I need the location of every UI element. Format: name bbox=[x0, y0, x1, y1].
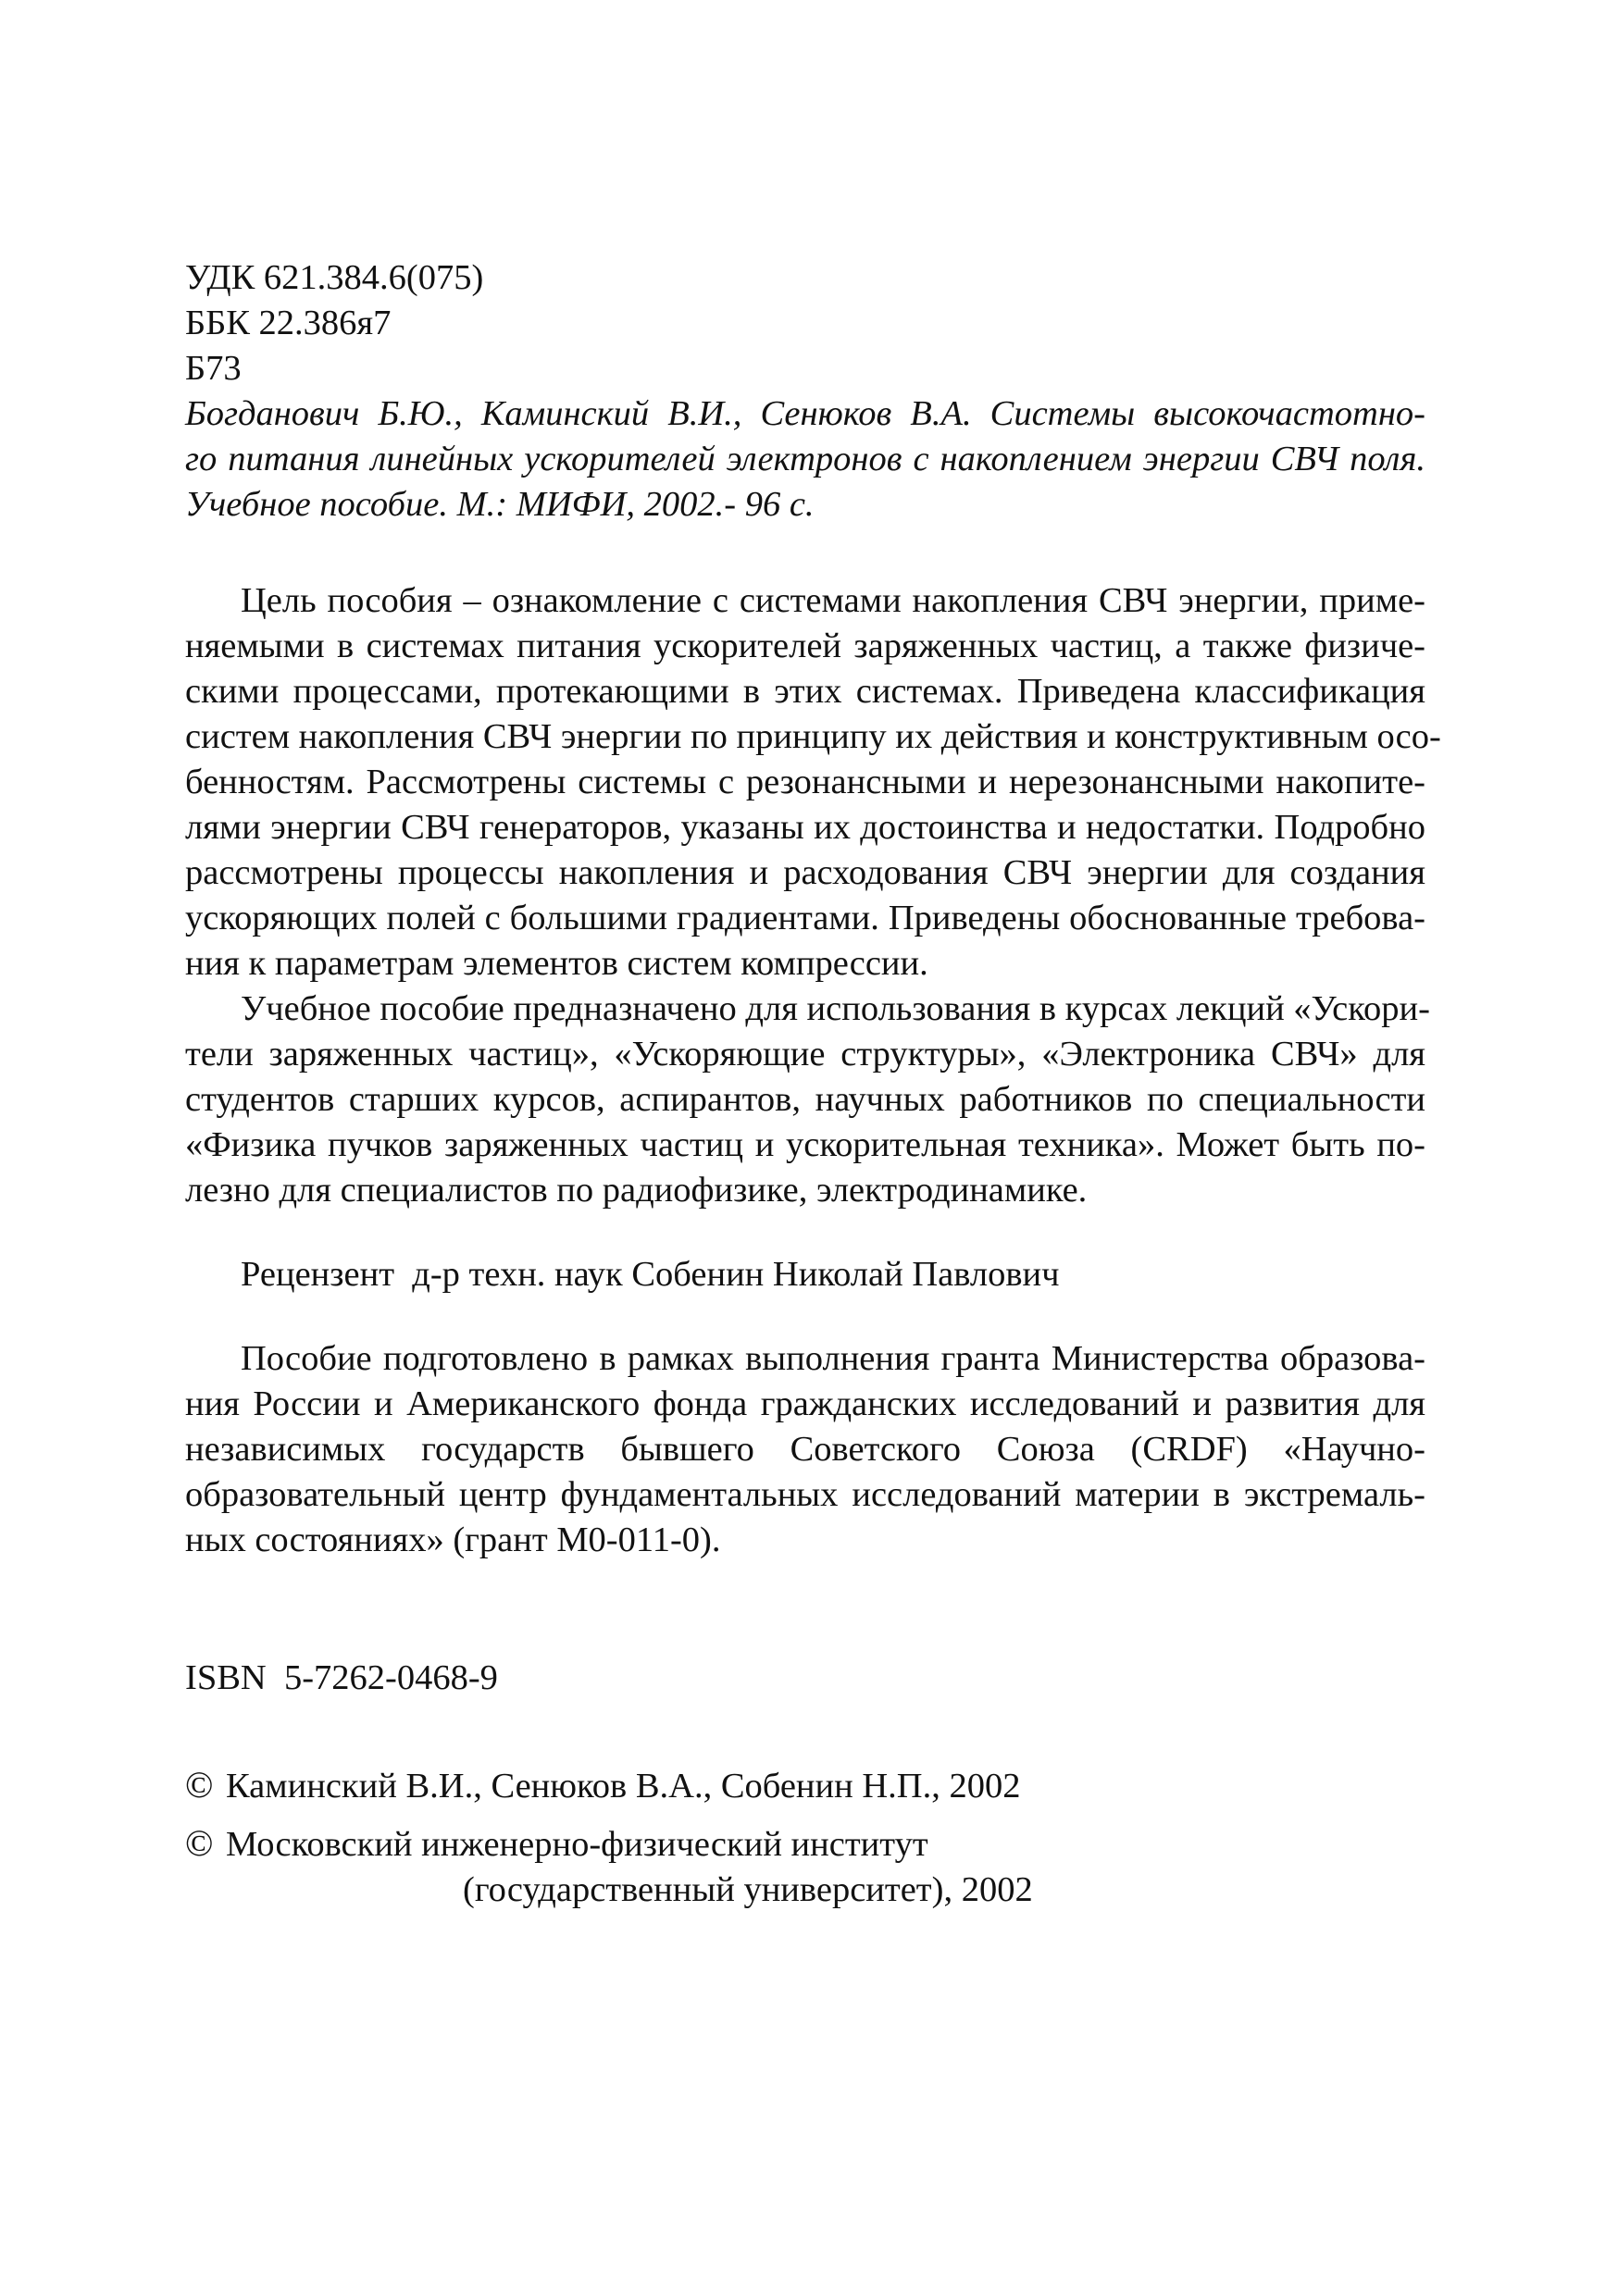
copyright-block bbox=[185, 1762, 1425, 1913]
abstract-line: няемыми в системах питания ускорителей заряженных частиц, а также физиче- bbox=[185, 627, 1425, 665]
abstract-line: студентов старших курсов, аспирантов, научных работников по специальности bbox=[185, 1080, 1425, 1119]
abstract-line: лезно для специалистов по радиофизике, электродинамике. bbox=[185, 1171, 1088, 1210]
copyright-institute-text: Московский инженерно-физический институт bbox=[226, 1825, 928, 1864]
grant-line: ния России и Американского фонда гражданских исследований и развития для bbox=[185, 1384, 1425, 1423]
grant-paragraph bbox=[185, 1336, 1425, 1563]
citation-line: го питания линейных ускорителей электронов с накоплением энергии СВЧ поля. bbox=[185, 440, 1425, 478]
copyright-institute bbox=[185, 1820, 1425, 1868]
author-mark: Б73 bbox=[185, 349, 242, 388]
classification-block bbox=[185, 255, 1425, 391]
citation-line: Учебное пособие. М.: МИФИ, 2002.- 96 с. bbox=[185, 485, 815, 524]
imprint-page bbox=[185, 255, 1441, 1913]
grant-line: образовательный центр фундаментальных исследований материи в экстремаль- bbox=[185, 1475, 1425, 1514]
abstract-line: ускоряющих полей с большими градиентами. Приведены обоснованные требова- bbox=[185, 899, 1425, 937]
bibliographic-citation bbox=[185, 391, 1425, 527]
isbn: ISBN 5-7262-0468-9 bbox=[185, 1658, 498, 1697]
abstract-paragraph-2 bbox=[185, 987, 1430, 1213]
udk-code: УДК 621.384.6(075) bbox=[185, 258, 484, 297]
abstract-paragraph-1 bbox=[185, 578, 1441, 987]
copyright-icon: © bbox=[185, 1822, 214, 1864]
abstract-line: ния к параметрам элементов систем компрессии. bbox=[185, 944, 928, 983]
abstract-line: Учебное пособие предназначено для использования в курсах лекций «Ускори- bbox=[241, 989, 1430, 1028]
citation-line: Богданович Б.Ю., Каминский В.И., Сенюков В.А. Системы высокочастотно- bbox=[185, 394, 1425, 433]
abstract-line: «Физика пучков заряженных частиц и ускорительная техника». Может быть по- bbox=[185, 1125, 1425, 1164]
copyright-icon: © bbox=[185, 1764, 214, 1806]
reviewer-line: Рецензент д-р техн. наук Собенин Николай Павлович bbox=[241, 1255, 1060, 1294]
copyright-authors-text: Каминский В.И., Сенюков В.А., Собенин Н.П., 2002 bbox=[226, 1767, 1021, 1806]
abstract-line: тели заряженных частиц», «Ускоряющие структуры», «Электроника СВЧ» для bbox=[185, 1035, 1425, 1074]
copyright-institute-cont: (государственный университет), 2002 bbox=[463, 1870, 1033, 1909]
abstract-line: скими процессами, протекающими в этих системах. Приведена классификация bbox=[185, 672, 1425, 711]
grant-line: Пособие подготовлено в рамках выполнения гранта Министерства образова- bbox=[241, 1339, 1425, 1378]
grant-line: независимых государств бывшего Советского Союза (CRDF) «Научно- bbox=[185, 1430, 1425, 1469]
abstract-line: систем накопления СВЧ энергии по принципу их действия и конструктивным осо- bbox=[185, 717, 1441, 756]
bbk-code: ББК 22.386я7 bbox=[185, 304, 392, 342]
abstract-line: бенностям. Рассмотрены системы с резонансными и нерезонансными накопите- bbox=[185, 763, 1425, 801]
copyright-authors bbox=[185, 1762, 1425, 1809]
grant-line: ных состояниях» (грант М0-011-0). bbox=[185, 1520, 721, 1559]
abstract-line: Цель пособия – ознакомление с системами накопления СВЧ энергии, приме- bbox=[241, 581, 1425, 620]
abstract-line: лями энергии СВЧ генераторов, указаны их достоинства и недостатки. Подробно bbox=[185, 808, 1425, 847]
abstract-line: рассмотрены процессы накопления и расходования СВЧ энергии для создания bbox=[185, 853, 1425, 892]
